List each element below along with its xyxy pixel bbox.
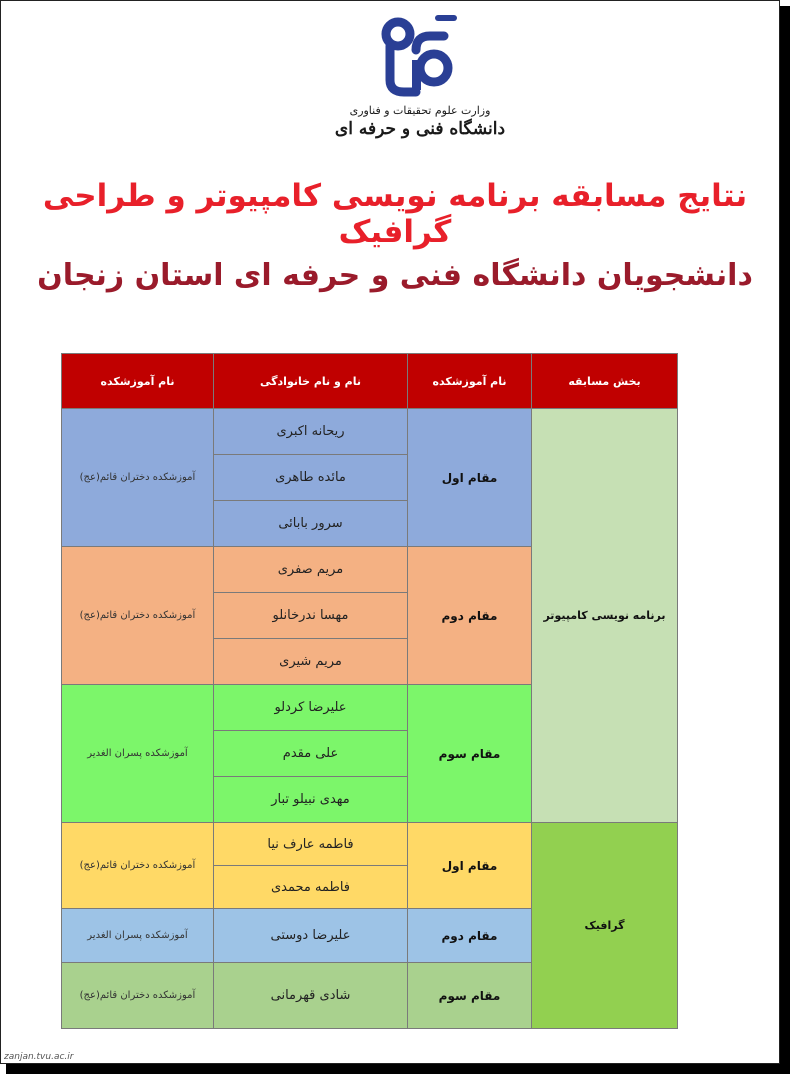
name-cell: علیرضا دوستی bbox=[214, 909, 408, 963]
university-logo-icon bbox=[372, 10, 462, 100]
school-cell: آموزشکده دختران قائم(عج) bbox=[62, 963, 214, 1029]
table-row bbox=[62, 409, 678, 455]
table-header-row bbox=[62, 354, 678, 409]
name-cell: مائده طاهری bbox=[214, 455, 408, 501]
school-cell: آموزشکده دختران قائم(عج) bbox=[62, 547, 214, 685]
name-cell: ریحانه اکبری bbox=[214, 409, 408, 455]
rank-cell: مقام سوم bbox=[408, 685, 532, 823]
name-cell: مریم شیری bbox=[214, 639, 408, 685]
col-header-rank: نام آموزشکده bbox=[408, 354, 532, 409]
page-shadow-bottom bbox=[6, 1064, 790, 1074]
rank-cell: مقام اول bbox=[408, 823, 532, 909]
name-cell: مهسا ندرخانلو bbox=[214, 593, 408, 639]
section-cell: گرافیک bbox=[532, 823, 678, 1029]
school-cell: آموزشکده پسران الغدیر bbox=[62, 685, 214, 823]
rank-cell: مقام دوم bbox=[408, 909, 532, 963]
name-cell: فاطمه محمدی bbox=[214, 866, 408, 909]
name-cell: علی مقدم bbox=[214, 731, 408, 777]
table-row bbox=[62, 823, 678, 866]
section-cell: برنامه نویسی کامپیوتر bbox=[532, 409, 678, 823]
name-cell: علیرضا کردلو bbox=[214, 685, 408, 731]
logo-text bbox=[330, 104, 510, 139]
page-title: نتایج مسابقه برنامه نویسی کامپیوتر و طراحی گرافیک bbox=[42, 178, 748, 250]
page-shadow-right bbox=[780, 6, 790, 1070]
school-cell: آموزشکده پسران الغدیر bbox=[62, 909, 214, 963]
name-cell: شادی قهرمانی bbox=[214, 963, 408, 1029]
rank-cell: مقام سوم bbox=[408, 963, 532, 1029]
school-cell: آموزشکده دختران قائم(عج) bbox=[62, 823, 214, 909]
name-cell: مریم صفری bbox=[214, 547, 408, 593]
col-header-school: نام آموزشکده bbox=[62, 354, 214, 409]
name-cell: سرور بابائی bbox=[214, 501, 408, 547]
col-header-section: بخش مسابقه bbox=[532, 354, 678, 409]
school-cell: آموزشکده دختران قائم(عج) bbox=[62, 409, 214, 547]
rank-cell: مقام اول bbox=[408, 409, 532, 547]
results-table bbox=[61, 353, 678, 1029]
col-header-name: نام و نام خانوادگی bbox=[214, 354, 408, 409]
name-cell: فاطمه عارف نیا bbox=[214, 823, 408, 866]
university-name: دانشگاه فنی و حرفه ای bbox=[334, 119, 506, 139]
name-cell: مهدی نبیلو تبار bbox=[214, 777, 408, 823]
site-watermark: zanjan.tvu.ac.ir bbox=[4, 1052, 74, 1062]
ministry-name: وزارت علوم تحقیقات و فناوری bbox=[349, 104, 491, 117]
page-subtitle: دانشجویان دانشگاه فنی و حرفه ای استان زنجان bbox=[37, 258, 753, 293]
rank-cell: مقام دوم bbox=[408, 547, 532, 685]
